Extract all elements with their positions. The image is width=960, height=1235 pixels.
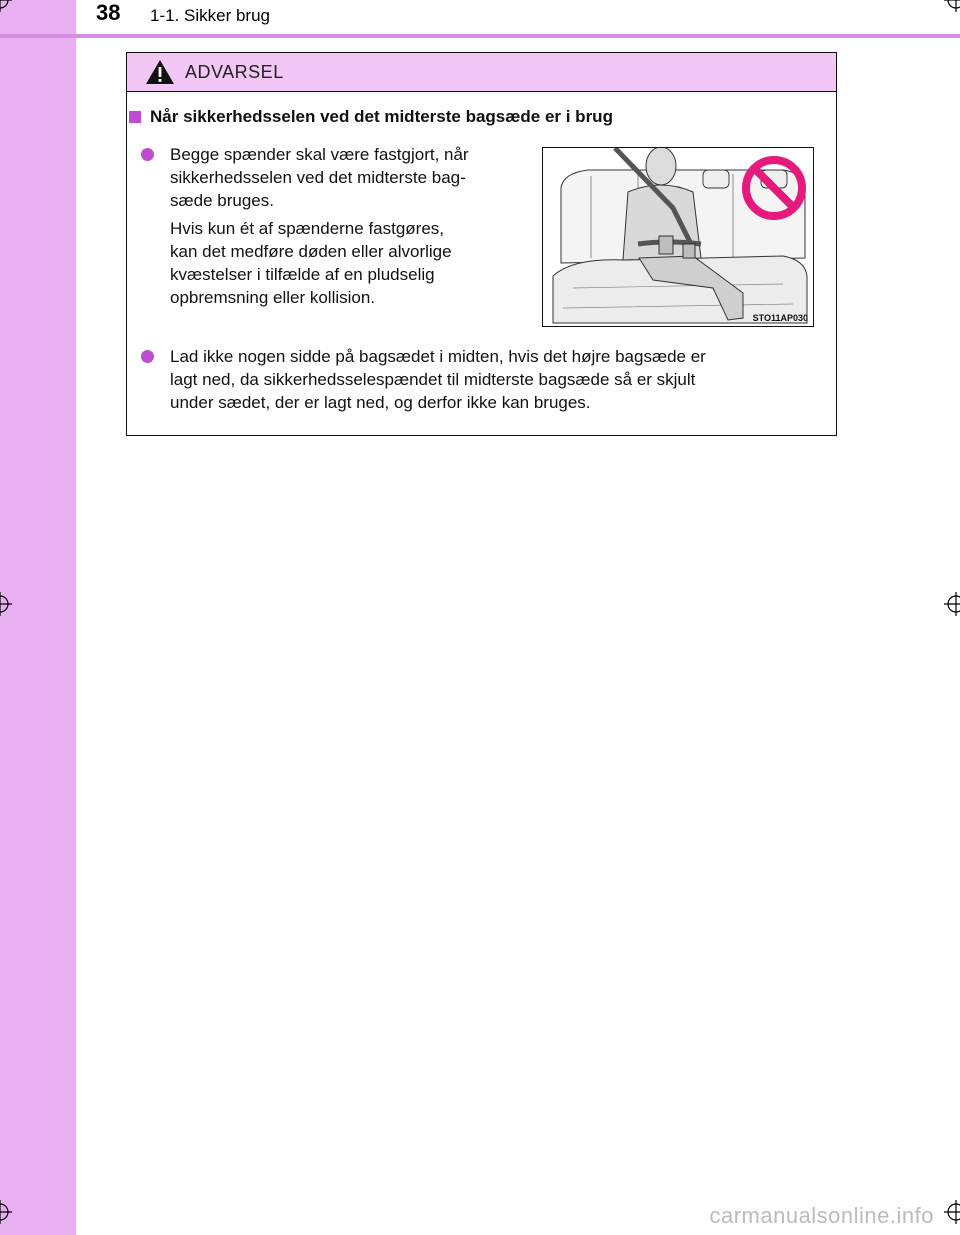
bullet-dot-icon bbox=[141, 148, 154, 161]
rear-seat-passenger-icon bbox=[543, 148, 813, 326]
text-line: kvæstelser i tilfælde af en pludselig bbox=[170, 265, 435, 284]
text-line: kan det medføre døden eller alvorlige bbox=[170, 242, 452, 261]
warning-triangle-icon bbox=[145, 59, 175, 85]
text-line: opbremsning eller kollision. bbox=[170, 288, 376, 307]
text-line: Lad ikke nogen sidde på bagsædet i midten, hvis det højre bagsæde er bbox=[170, 347, 706, 366]
seatbelt-illustration bbox=[542, 147, 814, 327]
warning-subheading bbox=[129, 107, 613, 127]
subheading-text: Når sikkerhedsselen ved det midterste bagsæde er i brug bbox=[150, 107, 613, 126]
registration-mark-icon bbox=[944, 0, 960, 12]
registration-mark-icon bbox=[944, 1200, 960, 1224]
text-line: lagt ned, da sikkerhedsselespændet til midterste bagsæde så er skjult bbox=[170, 370, 696, 389]
registration-mark-icon bbox=[944, 592, 960, 616]
warning-label: ADVARSEL bbox=[185, 61, 284, 82]
registration-mark-icon bbox=[0, 1200, 12, 1224]
section-title: 1-1. Sikker brug bbox=[150, 6, 270, 25]
warning-box bbox=[126, 52, 837, 436]
bullet-dot-icon bbox=[141, 350, 154, 363]
header-rule bbox=[0, 34, 960, 38]
registration-mark-icon bbox=[0, 0, 12, 12]
bullet-1-continuation bbox=[170, 217, 520, 309]
square-bullet-icon bbox=[129, 111, 141, 123]
illustration-code: STO11AP030 bbox=[752, 313, 808, 323]
watermark: carmanualsonline.info bbox=[709, 1203, 934, 1228]
text-line: Begge spænder skal være fastgjort, når bbox=[170, 145, 469, 164]
side-bar bbox=[0, 0, 76, 1235]
text-line: under sædet, der er lagt ned, og derfor ikke kan bruges. bbox=[170, 393, 591, 412]
page-number: 38 bbox=[96, 0, 121, 25]
text-line: sikkerhedsselen ved det midterste bag- bbox=[170, 168, 466, 187]
warning-header bbox=[127, 53, 836, 92]
text-line: sæde bruges. bbox=[170, 191, 274, 210]
bullet-2-text bbox=[170, 345, 826, 414]
text-line: Hvis kun ét af spænderne fastgøres, bbox=[170, 219, 445, 238]
bullet-1-text bbox=[170, 143, 520, 212]
registration-mark-icon bbox=[0, 592, 12, 616]
